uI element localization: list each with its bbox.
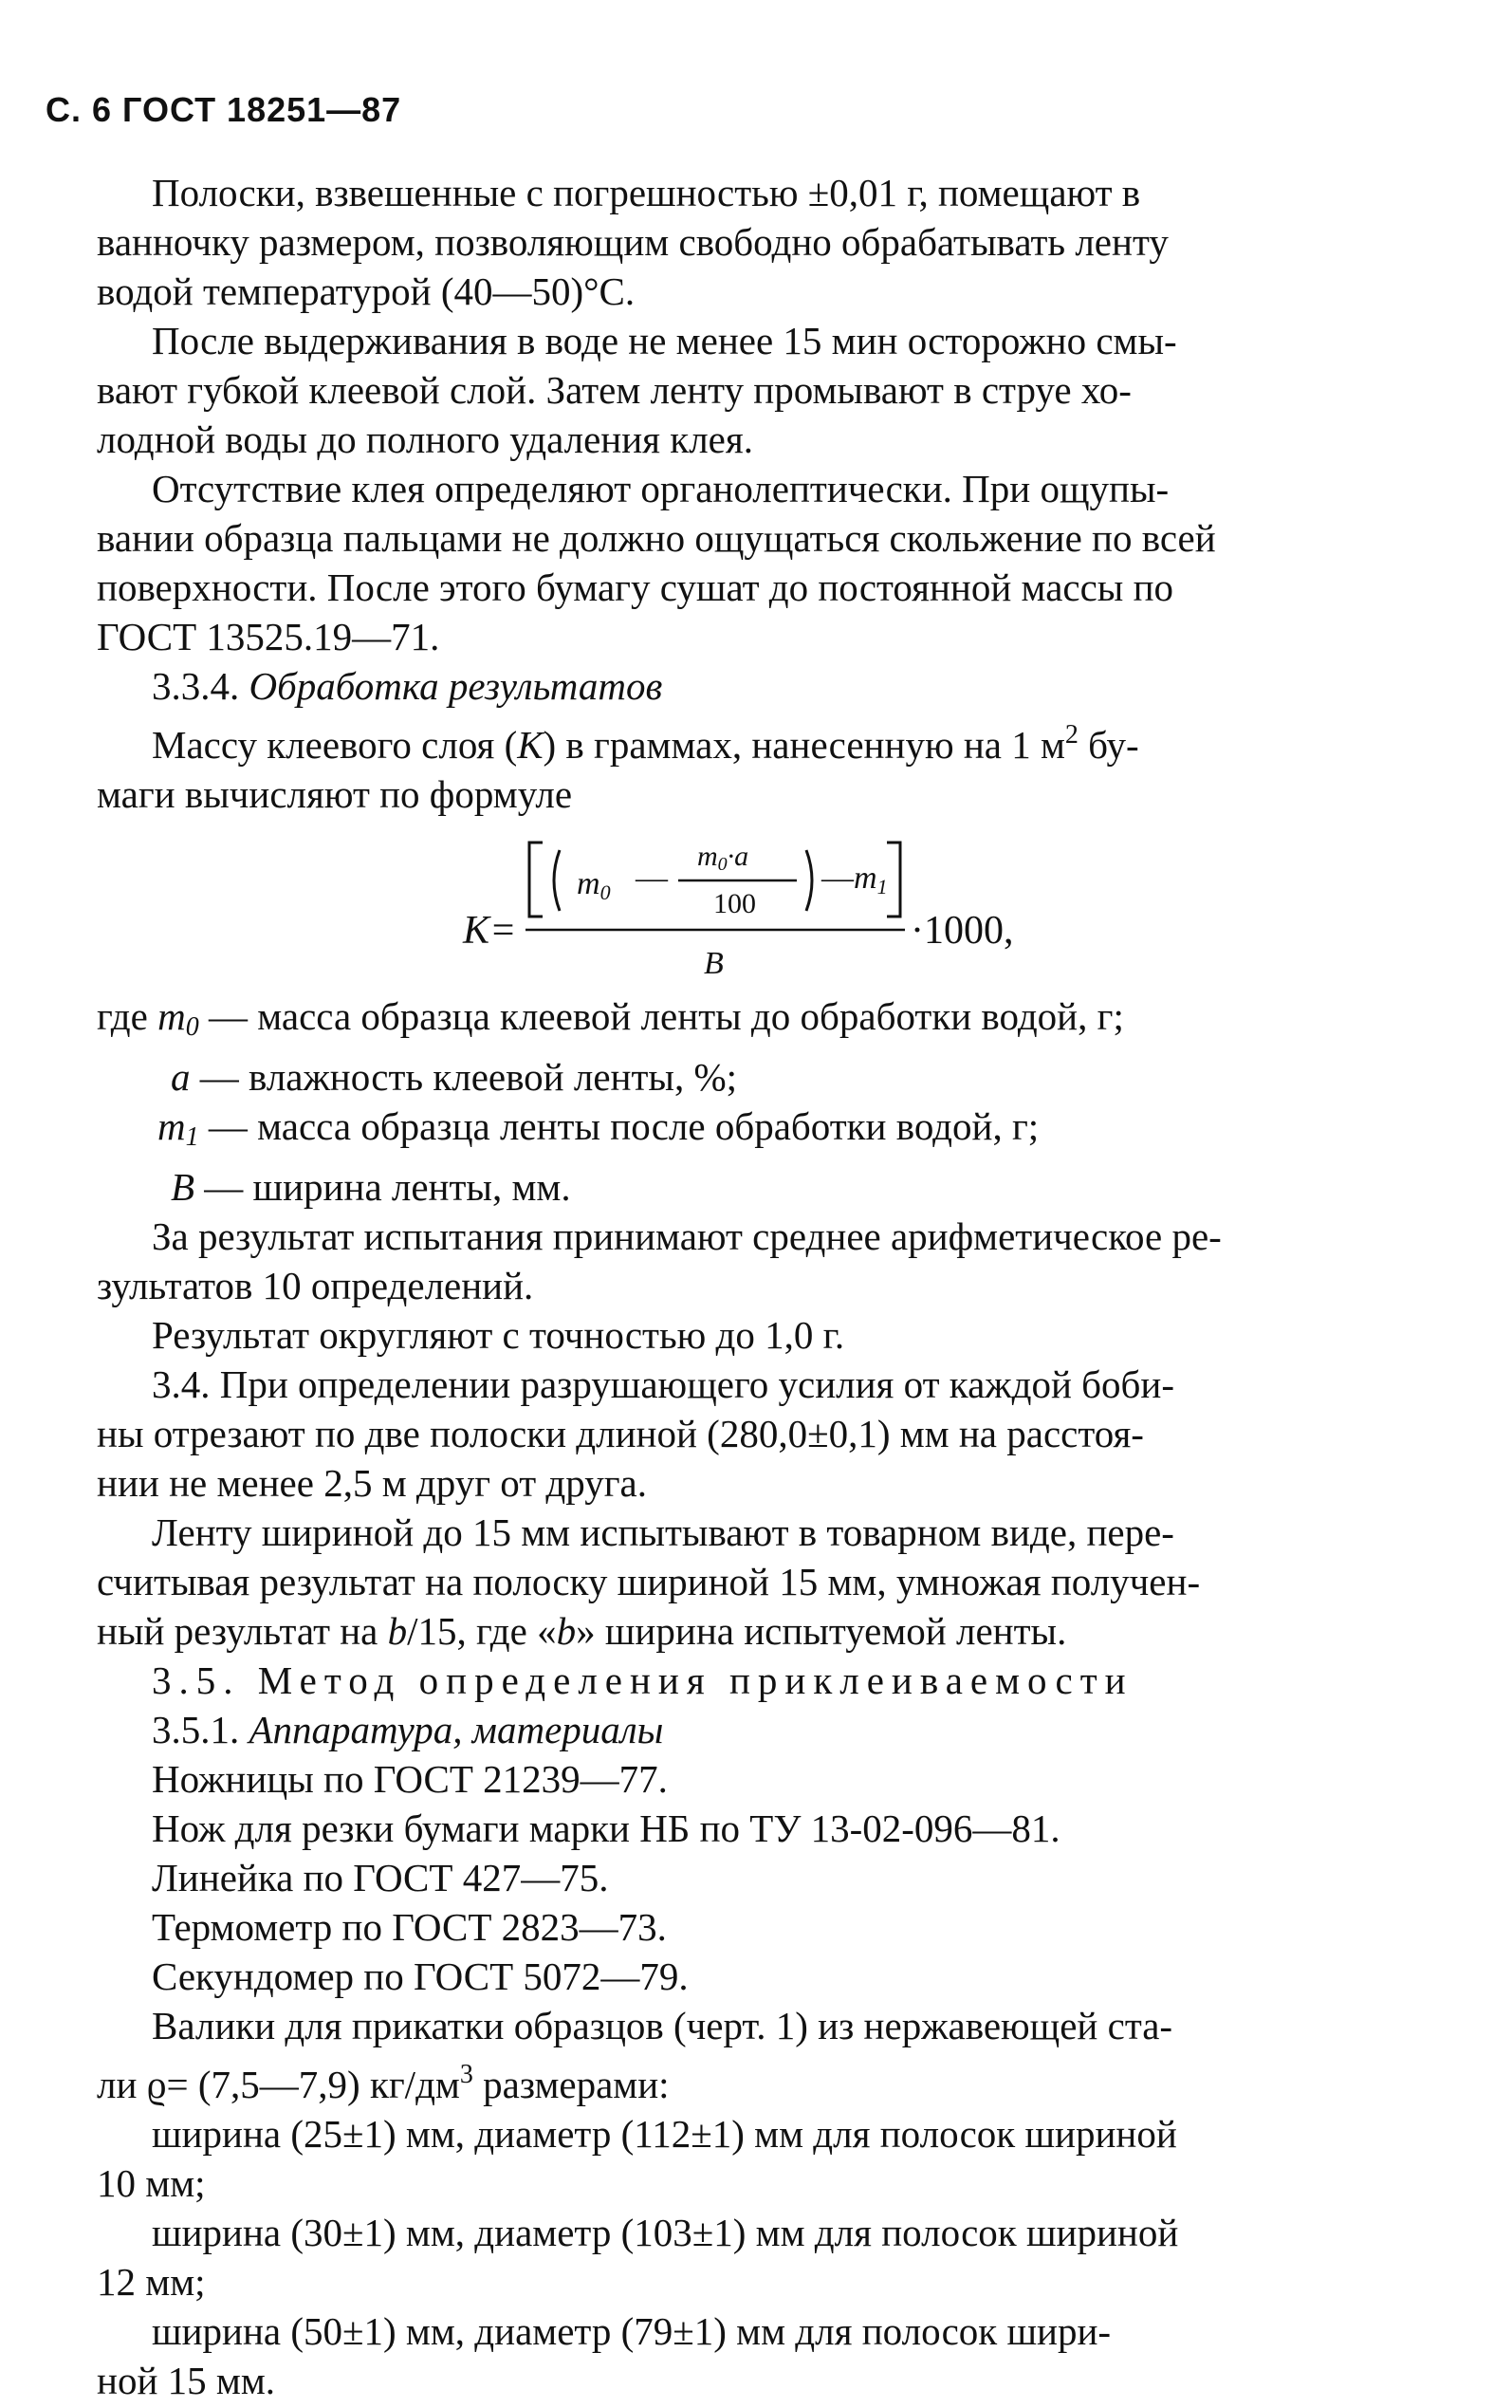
text-line: 10 мм; <box>97 2161 206 2205</box>
text-line: маги вычисляют по формуле <box>97 772 573 816</box>
definition-m1 <box>152 1104 1423 1159</box>
definition-text: — ширина ленты, мм. <box>204 1165 571 1209</box>
equipment-item: Линейка по ГОСТ 427—75. <box>152 1856 609 1899</box>
section-title: Обработка результатов <box>249 664 663 708</box>
text-line: За результат испытания принимают среднее арифметическое ре- <box>152 1214 1222 1258</box>
paragraph-wash-glue <box>97 319 1423 461</box>
text-line: Ленту шириной до 15 мм испытывают в товарном виде, пере- <box>152 1510 1174 1554</box>
text-span: /15, где « <box>407 1609 557 1653</box>
text-line: ширина (25±1) мм, диаметр (112±1) мм для полосок шириной <box>152 2112 1177 2156</box>
symbol-b: b <box>556 1609 577 1653</box>
section-number: 3.3.4. <box>152 664 240 708</box>
section-heading-3-3-4 <box>152 664 1423 708</box>
paragraph-rinse-strips <box>97 171 1423 313</box>
text-line: поверхности. После этого бумагу сушат до постоянной массы по <box>97 565 1174 609</box>
formula-svg <box>152 822 1423 983</box>
text-line: 3.4. При определении разрушающего усилия от каждой боби- <box>152 1362 1174 1406</box>
section-title: Аппаратура, материалы <box>249 1708 664 1751</box>
where-label: где <box>97 994 148 1038</box>
text-line: Отсутствие клея определяют органолептически. При ощупы- <box>152 467 1170 510</box>
document-body <box>97 171 1423 2408</box>
text-span: ли ϱ= (7,5—7,9) кг/дм <box>97 2063 460 2106</box>
paragraph-organoleptic-check <box>97 467 1423 658</box>
formula-multiplier: ·1000, <box>911 909 1014 953</box>
right-paren <box>806 850 812 911</box>
formula-frac-num: m0·a <box>697 841 749 875</box>
symbol-k: К <box>517 723 544 767</box>
text-line <box>152 713 1423 767</box>
paragraph-result-average <box>97 1214 1423 1307</box>
symbol: m <box>157 1104 186 1148</box>
text-line: ГОСТ 13525.19—71. <box>97 615 440 658</box>
paragraph-section-3-4 <box>97 1362 1423 1505</box>
symbol: a <box>171 1055 191 1099</box>
paragraph-tape-width <box>97 1510 1423 1653</box>
left-square-bracket <box>529 843 543 917</box>
formula-frac-den: 100 <box>713 888 756 919</box>
paragraph-glue-mass <box>97 713 1423 816</box>
roller-size-3 <box>97 2309 1423 2402</box>
left-paren <box>554 850 560 911</box>
text-line: ширина (50±1) мм, диаметр (79±1) мм для полосок шири- <box>152 2309 1112 2353</box>
text-span: ный результат на <box>97 1609 388 1653</box>
right-square-bracket <box>887 843 900 917</box>
text-span: Массу клеевого слоя ( <box>152 723 518 767</box>
text-line <box>97 1609 1423 1653</box>
text-line: ширина (30±1) мм, диаметр (103±1) мм для полосок шириной <box>152 2211 1179 2254</box>
equipment-item: Секундомер по ГОСТ 5072—79. <box>152 1954 689 1998</box>
text-span: бу- <box>1078 723 1139 767</box>
superscript: 3 <box>459 2060 473 2089</box>
text-line: После выдерживания в воде не менее 15 мин осторожно смы- <box>152 319 1177 362</box>
text-line: вании образца пальцами не должно ощущаться скольжение по всей <box>97 516 1216 560</box>
text-line: ны отрезают по две полоски длиной (280,0±0,1) мм на расстоя- <box>97 1412 1144 1455</box>
formula-minus: — <box>636 861 668 896</box>
text-line: лодной воды до полного удаления клея. <box>97 417 753 461</box>
formula-glue-mass <box>152 822 1423 983</box>
equipment-item: Термометр по ГОСТ 2823—73. <box>152 1905 667 1949</box>
symbol: m <box>157 994 186 1038</box>
subscript: 1 <box>185 1122 199 1152</box>
roller-size-2 <box>97 2211 1423 2304</box>
text-line: Валики для прикатки образцов (черт. 1) из нержавеющей ста- <box>152 2004 1173 2047</box>
equipment-item: Нож для резки бумаги марки НБ по ТУ 13-02-096—81. <box>152 1806 1060 1850</box>
text-line: Полоски, взвешенные с погрешностью ±0,01 г, помещают в <box>152 171 1141 214</box>
section-heading-3-5-1 <box>152 1708 1423 1751</box>
text-span: размерами: <box>472 2063 670 2106</box>
subscript: 0 <box>185 1012 199 1042</box>
formula-minus-m1: —m1 <box>821 861 888 898</box>
roller-size-1 <box>97 2112 1423 2205</box>
text-span: » ширина испытуемой ленты. <box>576 1609 1067 1653</box>
symbol: B <box>171 1165 195 1209</box>
text-line: зультатов 10 определений. <box>97 1264 534 1307</box>
text-line: 12 мм; <box>97 2260 206 2304</box>
equipment-item: Ножницы по ГОСТ 21239—77. <box>152 1757 668 1801</box>
definition-text: — масса образца ленты после обработки водой, г; <box>208 1104 1040 1148</box>
variable-definitions <box>97 994 1423 1209</box>
text-line: считывая результат на полоску шириной 15 мм, умножая получен- <box>97 1560 1201 1603</box>
superscript: 2 <box>1064 720 1079 750</box>
section-number: 3.5.1. <box>152 1708 240 1751</box>
text-span: ) в граммах, нанесенную на 1 м <box>543 723 1065 767</box>
formula-m0: m0 <box>577 866 611 904</box>
page-header: С. 6 ГОСТ 18251—87 <box>46 90 402 129</box>
text-line: водой температурой (40—50)°С. <box>97 269 636 313</box>
text-line: нии не менее 2,5 м друг от друга. <box>97 1461 647 1505</box>
formula-lhs: K= <box>463 909 517 953</box>
definition-text: — влажность клеевой ленты, %; <box>199 1055 737 1099</box>
paragraph-rounding: Результат округляют с точностью до 1,0 г. <box>152 1313 845 1357</box>
text-line <box>97 2053 1423 2106</box>
formula-denominator: B <box>704 946 724 981</box>
text-line: вают губкой клеевой слой. Затем ленту промывают в струе хо- <box>97 368 1132 412</box>
definition-b <box>152 1165 1423 1209</box>
definition-a <box>152 1055 1423 1099</box>
section-heading-3-5: 3.5. Метод определения приклеиваемости <box>152 1658 1134 1702</box>
definition-m0 <box>97 994 1423 1049</box>
definition-text: — масса образца клеевой ленты до обработки водой, г; <box>208 994 1124 1038</box>
text-line: ванночку размером, позволяющим свободно обрабатывать ленту <box>97 220 1169 264</box>
symbol-b: b <box>387 1609 408 1653</box>
paragraph-rollers <box>97 2004 1423 2106</box>
text-line: ной 15 мм. <box>97 2359 276 2402</box>
